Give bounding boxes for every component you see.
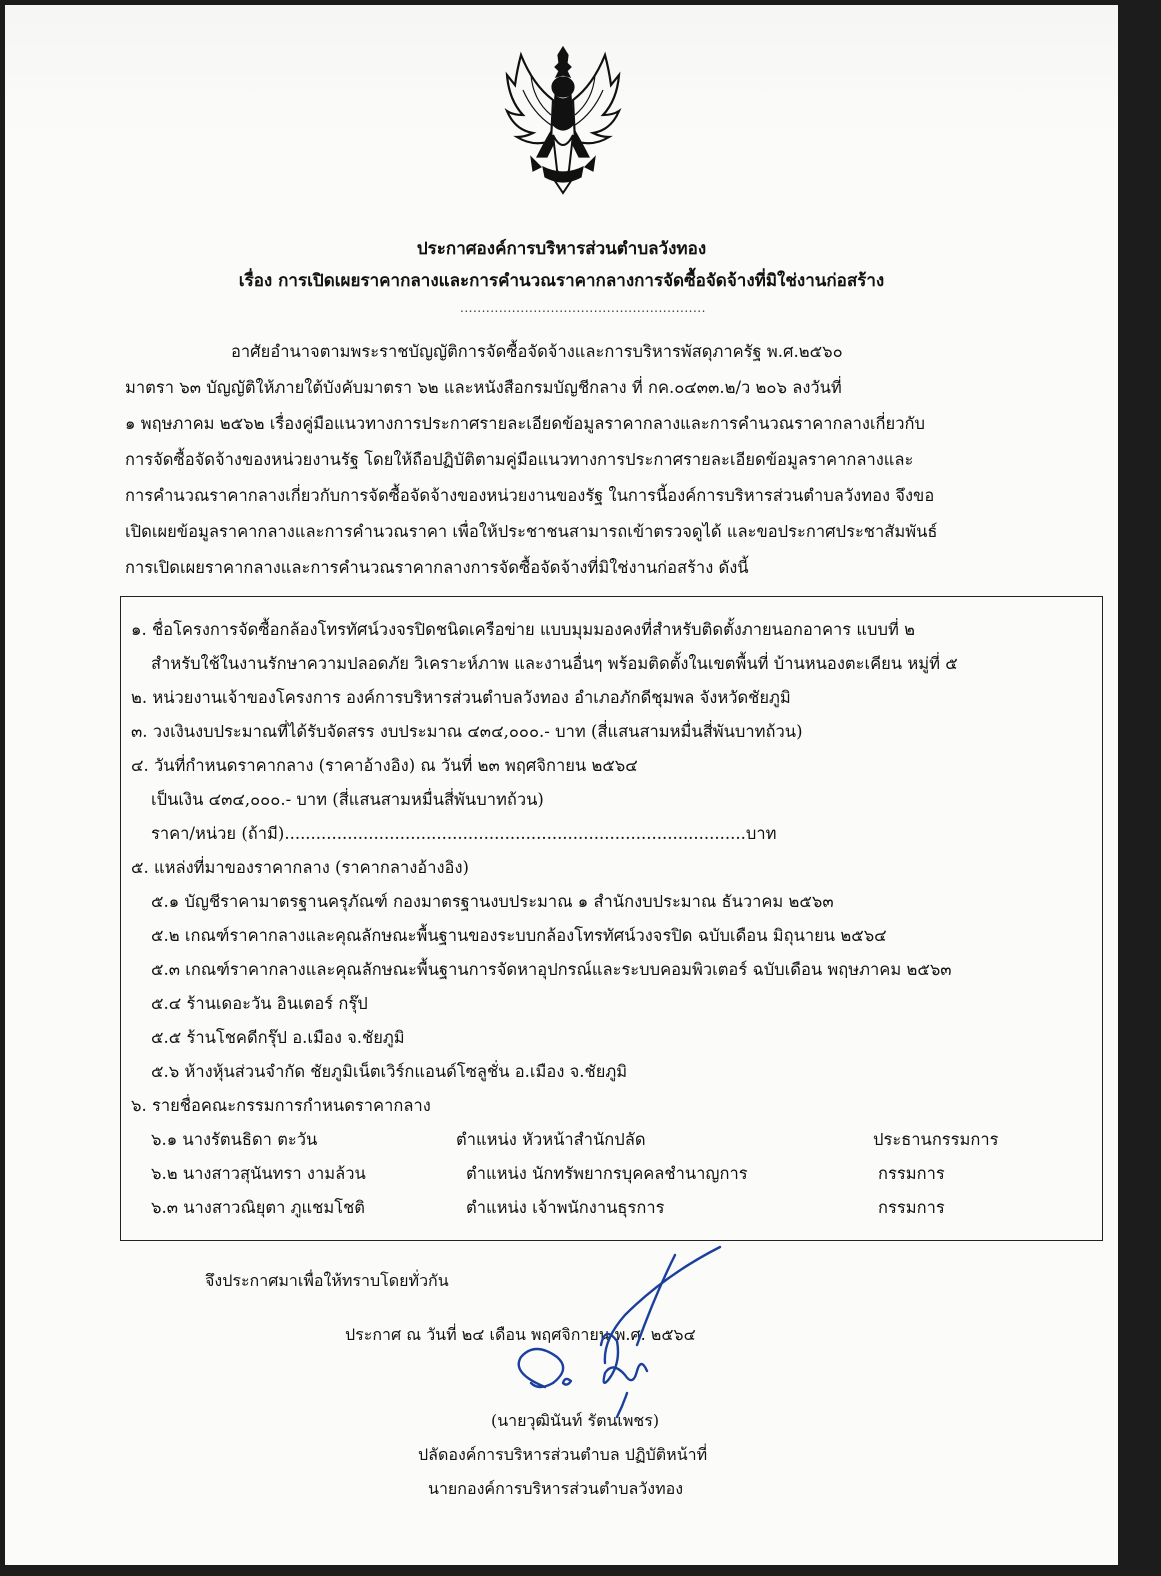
closing-notice: จึงประกาศมาเพื่อให้ทราบโดยทั่วกัน	[205, 1271, 449, 1290]
signer-name: (นายวุฒินันท์ รัตนเพชร)	[491, 1411, 660, 1430]
item-1-line-1: ๑. ชื่อโครงการจัดซื้อกล้องโทรทัศน์วงจรปิดชนิดเครือข่าย แบบมุมมองคงที่สำหรับติดตั้งภายนอกอาคาร แบบที่ ๒	[131, 620, 915, 639]
intro-line-5: การคำนวณราคากลางเกี่ยวกับการจัดซื้อจัดจ้างของหน่วยงานของรัฐ ในการนี้องค์การบริหารส่วนตำบลวังทอง จึงขอ	[125, 486, 935, 505]
item-5-6: ๕.๖ ห้างหุ้นส่วนจำกัด ชัยภูมิเน็ตเวิร์กแอนด์โซลูชั่น อ.เมือง จ.ชัยภูมิ	[151, 1062, 628, 1081]
announcement-subject: เรื่อง การเปิดเผยราคากลางและการคำนวณราคากลางการจัดซื้อจัดจ้างที่มิใช่งานก่อสร้าง	[238, 271, 885, 291]
item-2: ๒. หน่วยงานเจ้าของโครงการ องค์การบริหารส่วนตำบลวังทอง อำเภอภักดีชุมพล จังหวัดชัยภูมิ	[131, 688, 791, 707]
item-5-1: ๕.๑ บัญชีราคามาตรฐานครุภัณฑ์ กองมาตรฐานงบประมาณ ๑ สำนักงบประมาณ ธันวาคม ๒๕๖๓	[151, 892, 834, 911]
committee-1-name: ๖.๑ นางรัตนธิดา ตะวัน	[151, 1130, 318, 1149]
committee-3-name: ๖.๓ นางสาวณิยุตา ภูแชมโชติ	[151, 1198, 366, 1217]
signature-icon	[505, 1245, 725, 1420]
item-5-3: ๕.๓ เกณฑ์ราคากลางและคุณลักษณะพื้นฐานการจัดหาอุปกรณ์และระบบคอมพิวเตอร์ ฉบับเดือน พฤษภาคม ๒๕๖๓	[151, 960, 952, 979]
committee-1-position: ตำแหน่ง หัวหน้าสำนักปลัด	[456, 1130, 646, 1149]
item-3: ๓. วงเงินงบประมาณที่ได้รับจัดสรร งบประมาณ ๔๓๔,๐๐๐.- บาท (สี่แสนสามหมื่นสี่พันบาทถ้วน)	[131, 722, 803, 741]
item-5-4: ๕.๔ ร้านเดอะวัน อินเตอร์ กรุ๊ป	[151, 994, 368, 1013]
intro-line-4: การจัดซื้อจัดจ้างของหน่วยงานรัฐ โดยให้ถือปฏิบัติตามคู่มือแนวทางการประกาศรายละเอียดข้อมูลราคากลางและ	[125, 450, 914, 469]
committee-3-role: กรรมการ	[878, 1198, 945, 1217]
project-details-box	[120, 596, 1103, 1241]
item-4-line-2: เป็นเงิน ๔๓๔,๐๐๐.- บาท (สี่แสนสามหมื่นสี่พันบาทถ้วน)	[151, 790, 544, 809]
document-page	[5, 5, 1118, 1565]
intro-line-2: มาตรา ๖๓ บัญญัติให้ภายใต้บังคับมาตรา ๖๒ และหนังสือกรมบัญชีกลาง ที่ กค.๐๔๓๓.๒/ว ๒๐๖ ลงวันที่	[125, 378, 842, 397]
committee-2-role: กรรมการ	[878, 1164, 945, 1183]
committee-2-position: ตำแหน่ง นักทรัพยากรบุคคลชำนาญการ	[466, 1164, 748, 1183]
intro-line-6: เปิดเผยข้อมูลราคากลางและการคำนวณราคา เพื่อให้ประชาชนสามารถเข้าตรวจดูได้ และขอประกาศประชาสัมพันธ์	[125, 522, 938, 541]
item-5-5: ๕.๕ ร้านโชคดีกรุ๊ป อ.เมือง จ.ชัยภูมิ	[151, 1028, 405, 1047]
item-4-line-1: ๔. วันที่กำหนดราคากลาง (ราคาอ้างอิง) ณ วันที่ ๒๓ พฤศจิกายน ๒๕๖๔	[131, 756, 638, 775]
item-1-line-2: สำหรับใช้ในงานรักษาความปลอดภัย วิเคราะห์ภาพ และงานอื่นๆ พร้อมติดตั้งในเขตพื้นที่ บ้านหนองตะเคียน หมู่ที่ ๕	[151, 654, 958, 673]
item-4-line-3: ราคา/หน่วย (ถ้ามี)........................................................................................บาท	[151, 824, 777, 843]
signer-title-1: ปลัดองค์การบริหารส่วนตำบล ปฏิบัติหน้าที่	[418, 1445, 708, 1464]
committee-3-position: ตำแหน่ง เจ้าพนักงานธุรการ	[466, 1198, 665, 1217]
intro-line-1: อาศัยอำนาจตามพระราชบัญญัติการจัดซื้อจัดจ้างและการบริหารพัสดุภาครัฐ พ.ศ.๒๕๖๐	[231, 342, 843, 361]
intro-line-7: การเปิดเผยราคากลางและการคำนวณราคากลางการจัดซื้อจัดจ้างที่มิใช่งานก่อสร้าง ดังนี้	[125, 558, 749, 577]
item-5: ๕. แหล่งที่มาของราคากลาง (ราคากลางอ้างอิง)	[131, 858, 469, 877]
intro-line-3: ๑ พฤษภาคม ๒๕๖๒ เรื่องคู่มือแนวทางการประกาศรายละเอียดข้อมูลราคากลางและการคำนวณราคากลางเกี่ยวกับ	[125, 414, 925, 433]
item-5-2: ๕.๒ เกณฑ์ราคากลางและคุณลักษณะพื้นฐานของระบบกล้องโทรทัศน์วงจรปิด ฉบับเดือน มิถุนายน ๒๕๖๔	[151, 926, 887, 945]
announcement-date: ประกาศ ณ วันที่ ๒๔ เดือน พฤศจิกายน พ.ศ. ๒๕๖๔	[345, 1325, 696, 1344]
announcement-title: ประกาศองค์การบริหารส่วนตำบลวังทอง	[416, 239, 707, 259]
title-divider: .........................................................	[460, 301, 706, 315]
item-6: ๖. รายชื่อคณะกรรมการกำหนดราคากลาง	[131, 1096, 431, 1115]
committee-2-name: ๖.๒ นางสาวสุนันทรา งามล้วน	[151, 1164, 366, 1183]
committee-1-role: ประธานกรรมการ	[873, 1130, 999, 1149]
signer-title-2: นายกองค์การบริหารส่วนตำบลวังทอง	[428, 1479, 684, 1498]
garuda-emblem-icon	[503, 45, 623, 195]
